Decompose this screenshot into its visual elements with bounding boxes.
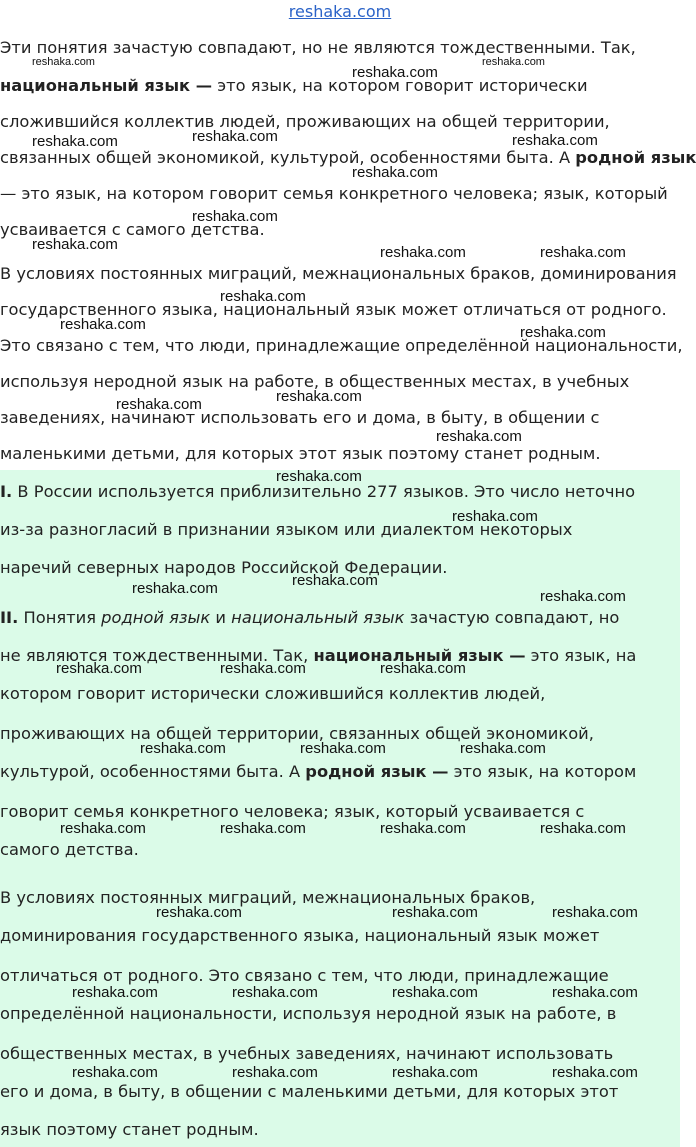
- watermark: reshaka.com: [352, 164, 438, 181]
- text-line: проживающих на общей территории, связанных общей экономикой,: [0, 724, 594, 743]
- text-span: это язык, на котором говорит исторически: [212, 76, 588, 95]
- watermark: reshaka.com: [352, 64, 438, 81]
- text-line: отличаться от родного. Это связано с тем, что люди, принадлежащие: [0, 966, 609, 985]
- text-line: самого детства.: [0, 840, 139, 859]
- text-span: и: [210, 608, 232, 627]
- watermark: reshaka.com: [482, 56, 545, 68]
- watermark: reshaka.com: [552, 904, 638, 921]
- text-span: связанных общей экономикой, культурой, особенностями быта. А: [0, 148, 576, 167]
- watermark: reshaka.com: [32, 56, 95, 68]
- bold-term: национальный язык —: [313, 646, 526, 665]
- text-line: доминирования государственного языка, национальный язык может: [0, 926, 600, 945]
- text-line: Эти понятия зачастую совпадают, но не являются тождественными. Так,: [0, 38, 636, 57]
- watermark: reshaka.com: [276, 468, 362, 485]
- text-span: культурой, особенностями быта. А: [0, 762, 306, 781]
- watermark: reshaka.com: [452, 508, 538, 525]
- watermark: reshaka.com: [192, 208, 278, 225]
- watermark: reshaka.com: [220, 820, 306, 837]
- text-span: В России используется приблизительно 277 языков. Это число неточно: [12, 482, 636, 501]
- text-line: сложившийся коллектив людей, проживающих на общей территории,: [0, 112, 610, 131]
- text-line: Это связано с тем, что люди, принадлежащие определённой национальности,: [0, 336, 683, 355]
- watermark: reshaka.com: [32, 236, 118, 253]
- italic-term: национальный язык: [231, 608, 405, 627]
- text-line: котором говорит исторически сложившийся коллектив людей,: [0, 684, 546, 703]
- text-line: В условиях постоянных миграций, межнациональных браков, доминирования: [0, 264, 677, 283]
- text-span: это язык, на котором: [448, 762, 637, 781]
- bold-term: родной язык —: [305, 762, 449, 781]
- watermark: reshaka.com: [392, 984, 478, 1001]
- watermark: reshaka.com: [156, 904, 242, 921]
- text-line: используя неродной язык на работе, в общественных местах, в учебных: [0, 372, 630, 391]
- text-line: государственного языка, национальный язык может отличаться от родного.: [0, 300, 667, 319]
- watermark: reshaka.com: [72, 1064, 158, 1081]
- site-link[interactable]: reshaka.com: [288, 2, 392, 21]
- watermark: reshaka.com: [140, 740, 226, 757]
- watermark: reshaka.com: [552, 984, 638, 1001]
- text-line: маленькими детьми, для которых этот язык поэтому станет родным.: [0, 444, 601, 463]
- watermark: reshaka.com: [192, 128, 278, 145]
- watermark: reshaka.com: [540, 244, 626, 261]
- item-number: II.: [0, 608, 19, 627]
- text-line: [0, 148, 696, 168]
- text-line: [0, 76, 588, 96]
- watermark: reshaka.com: [300, 740, 386, 757]
- watermark: reshaka.com: [380, 244, 466, 261]
- text-line: определённой национальности, используя неродной язык на работе, в: [0, 1004, 617, 1023]
- text-line: его и дома, в быту, в общении с маленькими детьми, для которых этот: [0, 1082, 619, 1101]
- watermark: reshaka.com: [220, 288, 306, 305]
- text-line: усваивается с самого детства.: [0, 220, 265, 239]
- watermark: reshaka.com: [512, 132, 598, 149]
- text-span: это язык, на: [525, 646, 637, 665]
- watermark: reshaka.com: [292, 572, 378, 589]
- watermark: reshaka.com: [60, 316, 146, 333]
- watermark: reshaka.com: [56, 660, 142, 677]
- watermark: reshaka.com: [116, 396, 202, 413]
- text-line: говорит семья конкретного человека; язык, который усваивается с: [0, 802, 585, 821]
- watermark: reshaka.com: [32, 133, 118, 150]
- watermark: reshaka.com: [392, 1064, 478, 1081]
- text-line: наречий северных народов Российской Федерации.: [0, 558, 448, 577]
- watermark: reshaka.com: [540, 588, 626, 605]
- text-line: из-за разногласий в признании языком или диалектом некоторых: [0, 520, 573, 539]
- text-line: общественных местах, в учебных заведениях, начинают использовать: [0, 1044, 614, 1063]
- watermark: reshaka.com: [232, 1064, 318, 1081]
- watermark: reshaka.com: [60, 820, 146, 837]
- text-span: не являются тождественными. Так,: [0, 646, 314, 665]
- watermark: reshaka.com: [220, 660, 306, 677]
- text-line: язык поэтому станет родным.: [0, 1120, 259, 1139]
- text-line: — это язык, на котором говорит семья конкретного человека; язык, который: [0, 184, 668, 203]
- watermark: reshaka.com: [232, 984, 318, 1001]
- watermark: reshaka.com: [552, 1064, 638, 1081]
- item-number: I.: [0, 482, 13, 501]
- text-span: Понятия: [18, 608, 102, 627]
- watermark: reshaka.com: [540, 820, 626, 837]
- watermark: reshaka.com: [380, 820, 466, 837]
- text-line: [0, 608, 619, 628]
- watermark: reshaka.com: [436, 428, 522, 445]
- italic-term: родной язык: [101, 608, 211, 627]
- watermark: reshaka.com: [132, 580, 218, 597]
- bold-term: родной язык: [575, 148, 696, 167]
- bold-term: национальный язык —: [0, 76, 213, 95]
- text-line: [0, 762, 636, 782]
- watermark: reshaka.com: [460, 740, 546, 757]
- watermark: reshaka.com: [276, 388, 362, 405]
- text-line: В условиях постоянных миграций, межнациональных браков,: [0, 888, 536, 907]
- text-line: [0, 482, 635, 502]
- watermark: reshaka.com: [392, 904, 478, 921]
- text-span: зачастую совпадают, но: [404, 608, 620, 627]
- watermark: reshaka.com: [380, 660, 466, 677]
- watermark: reshaka.com: [72, 984, 158, 1001]
- text-line: заведениях, начинают использовать его и дома, в быту, в общении с: [0, 408, 600, 427]
- watermark: reshaka.com: [520, 324, 606, 341]
